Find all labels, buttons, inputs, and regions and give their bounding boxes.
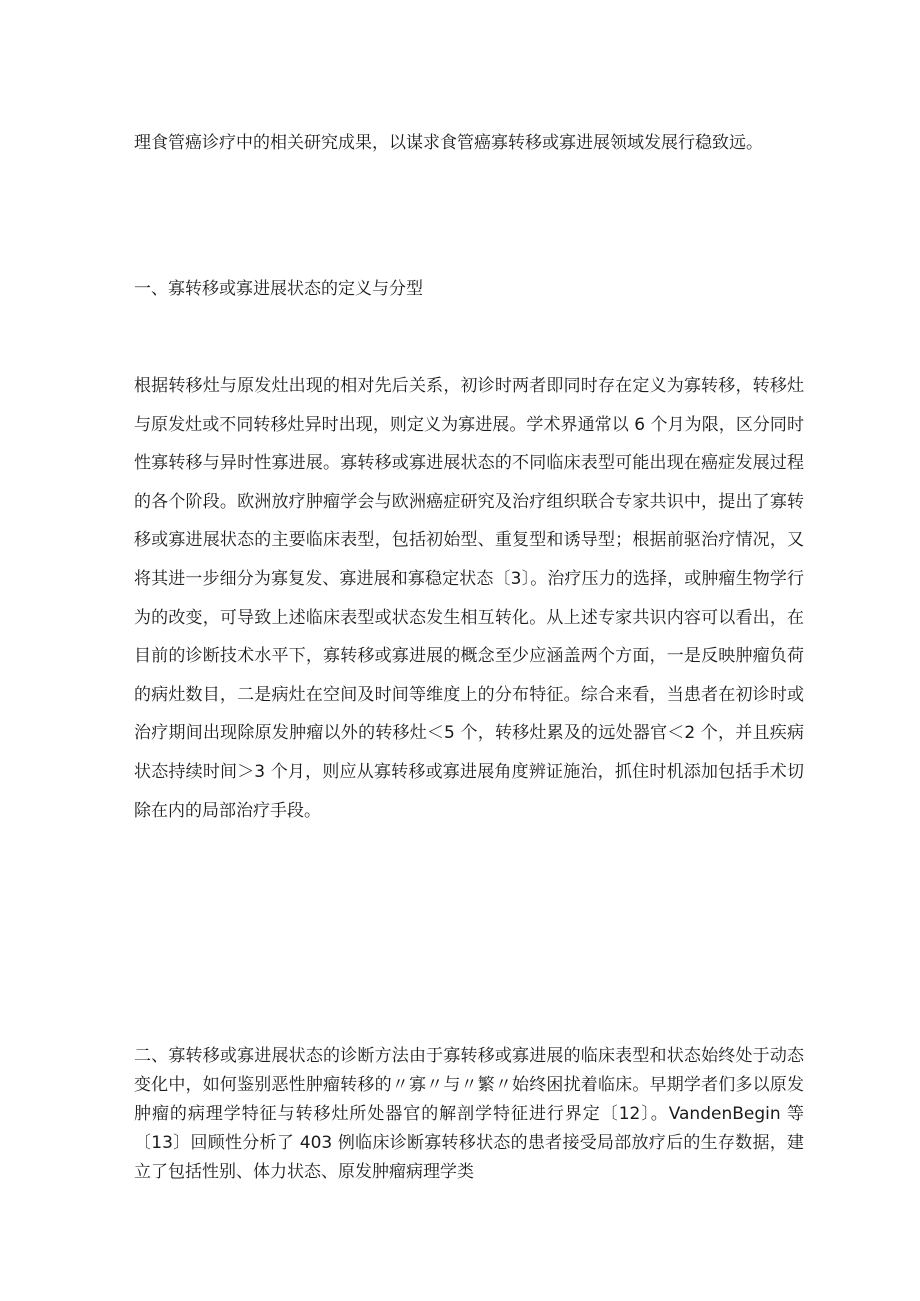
definition-paragraph: 根据转移灶与原发灶出现的相对先后关系，初诊时两者即同时存在定义为寡转移，转移灶与原发灶或不同转移灶异时出现，则定义为寡进展。学术界通常以 6 个月为限，区分同时性寡转移与异时性寡进展。寡转移或寡进展状态的不同临床表型可能出现在癌症发展过程的各个阶段。欧洲放疗肿瘤学会与欧洲癌症研究及治疗组织联合专家共识中，提出了寡转移或寡进展状态的主要临床表型，包括初始型、重复型和诱导型；根据前驱治疗情况，又将其进一步细分为寡复发、寡进展和寡稳定状态〔3〕。治疗压力的选择，或肿瘤生物学行为的改变，可导致上述临床表型或状态发生相互转化。从上述专家共识内容可以看出，在目前的诊断技术水平下，寡转移或寡进展的概念至少应涵盖两个方面，一是反映肿瘤负荷的病灶数目，二是病灶在空间及时间等维度上的分布特征。综合来看，当患者在初诊时或治疗期间出现除原发肿瘤以外的转移灶＜5 个，转移灶累及的远处器官＜2 个，并且疾病状态持续时间＞3 个月，则应从寡转移或寡进展角度辨证施治，抓住时机添加包括手术切除在内的局部治疗手段。 <box>134 376 804 821</box>
intro-paragraph: 理食管癌诊疗中的相关研究成果，以谋求食管癌寡转移或寡进展领域发展行稳致远。 <box>134 133 763 153</box>
diagnosis-paragraph: 二、寡转移或寡进展状态的诊断方法由于寡转移或寡进展的临床表型和状态始终处于动态变化中，如何鉴别恶性肿瘤转移的〃寡〃与〃繁〃始终困扰着临床。早期学者们多以原发肿瘤的病理学特征与转移灶所处器官的解剖学特征进行界定〔12〕。VandenBegin 等〔13〕回顾性分析了 403 例临床诊断寡转移状态的患者接受局部放疗后的生存数据，建立了包括性别、体力状态、原发肿瘤病理学类 <box>134 1046 804 1182</box>
section-heading-definition: 一、寡转移或寡进展状态的定义与分型 <box>134 279 423 299</box>
